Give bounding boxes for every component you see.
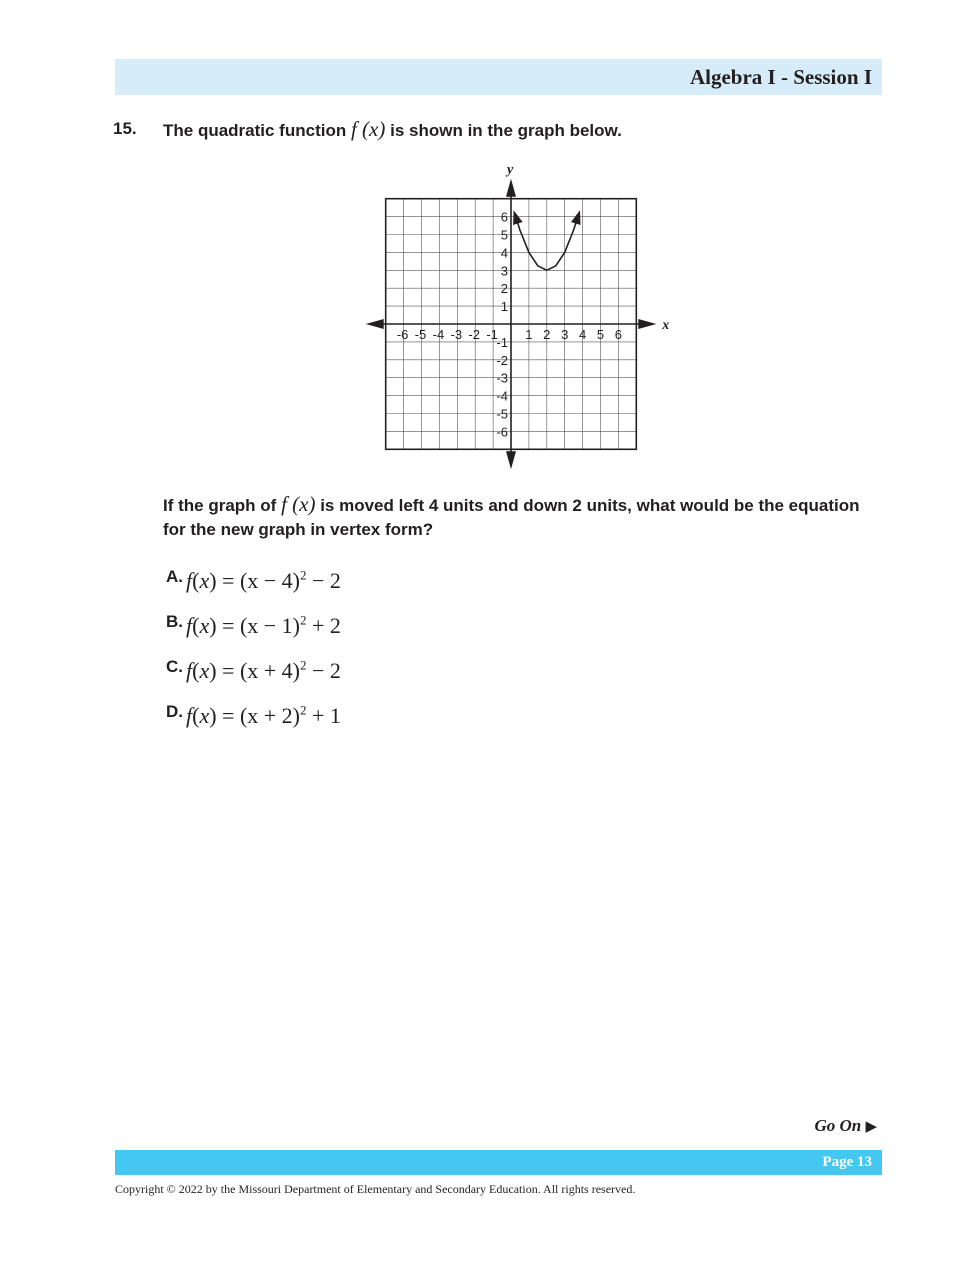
y-tick-label: -4 bbox=[496, 388, 508, 404]
y-tick-label: 2 bbox=[500, 281, 508, 297]
y-tick-label: 3 bbox=[500, 263, 508, 279]
go-on-arrow-icon: ▶ bbox=[865, 1119, 877, 1135]
question-number: 15. bbox=[113, 119, 137, 138]
choice-letter: D. bbox=[166, 702, 183, 721]
choice-expression: $f(x) = (x - 1)^2 + 2$ bbox=[186, 612, 341, 638]
choice-a[interactable] bbox=[166, 567, 341, 597]
question-stem-after: is shown in the graph below. bbox=[390, 121, 622, 140]
choice-letter: A. bbox=[166, 567, 183, 586]
y-tick-label: -3 bbox=[496, 370, 508, 386]
y-tick-label: 6 bbox=[500, 209, 508, 225]
y-tick-label: 5 bbox=[500, 227, 508, 243]
y-tick-label: 1 bbox=[500, 299, 508, 315]
y-axis-up-arrow-icon bbox=[506, 179, 516, 197]
x-tick-label: 2 bbox=[543, 327, 551, 342]
x-axis-left-arrow-icon bbox=[366, 319, 384, 329]
header-band bbox=[115, 59, 882, 95]
prompt-before: If the graph of bbox=[163, 496, 277, 515]
choice-expression: $f(x) = (x + 2)^2 + 1$ bbox=[186, 702, 341, 728]
choice-c[interactable] bbox=[166, 657, 341, 687]
y-tick-label: -6 bbox=[496, 424, 508, 440]
graph-axes bbox=[366, 163, 670, 470]
curve-arrow-icon bbox=[513, 210, 523, 225]
x-axis-label: x bbox=[662, 318, 670, 333]
choice-expression: $f(x) = (x + 4)^2 - 2$ bbox=[186, 657, 341, 683]
function-notation: f (x) bbox=[350, 117, 386, 141]
question-stem bbox=[163, 117, 622, 142]
x-tick-label: -2 bbox=[468, 327, 480, 342]
y-tick-label: -2 bbox=[496, 352, 508, 368]
coordinate-graph bbox=[355, 155, 685, 475]
y-tick-label: -1 bbox=[496, 334, 508, 350]
go-on-label: Go On ▶ bbox=[814, 1116, 877, 1135]
x-tick-label: -1 bbox=[486, 327, 498, 342]
copyright-notice: Copyright © 2022 by the Missouri Department of Elementary and Secondary Education. All rights reserved. bbox=[115, 1182, 636, 1196]
y-axis-down-arrow-icon bbox=[506, 451, 516, 469]
choice-b[interactable] bbox=[166, 612, 341, 642]
x-tick-label: 4 bbox=[578, 327, 587, 342]
prompt-after: is moved left 4 units and down 2 units, what would be the equation for the new graph in vertex form? bbox=[163, 496, 860, 539]
header-title: Algebra I - Session I bbox=[689, 65, 872, 89]
x-tick-label: 5 bbox=[596, 327, 605, 342]
y-tick-label: -5 bbox=[496, 406, 508, 422]
question-stem-before: The quadratic function bbox=[163, 121, 347, 140]
x-tick-label: 1 bbox=[525, 327, 533, 342]
choice-d[interactable] bbox=[166, 702, 341, 732]
x-tick-label: -5 bbox=[414, 327, 427, 342]
prompt-function-notation: f (x) bbox=[281, 492, 316, 516]
x-tick-label: -4 bbox=[432, 327, 445, 342]
y-axis-label: y bbox=[507, 162, 514, 178]
x-axis-right-arrow-icon bbox=[638, 319, 656, 329]
x-tick-label: 6 bbox=[614, 327, 623, 342]
x-tick-label: -6 bbox=[396, 327, 409, 342]
choice-letter: C. bbox=[166, 657, 183, 676]
curve-arrow-icon bbox=[571, 210, 581, 225]
choice-letter: B. bbox=[166, 612, 183, 631]
x-tick-label: 3 bbox=[561, 327, 569, 342]
x-tick-label: -3 bbox=[450, 327, 463, 342]
choice-expression: $f(x) = (x - 4)^2 - 2$ bbox=[186, 567, 341, 593]
page-number: Page 13 bbox=[822, 1154, 872, 1170]
footer-band bbox=[115, 1150, 882, 1175]
sub-question bbox=[163, 492, 873, 542]
y-tick-label: 4 bbox=[500, 245, 508, 261]
